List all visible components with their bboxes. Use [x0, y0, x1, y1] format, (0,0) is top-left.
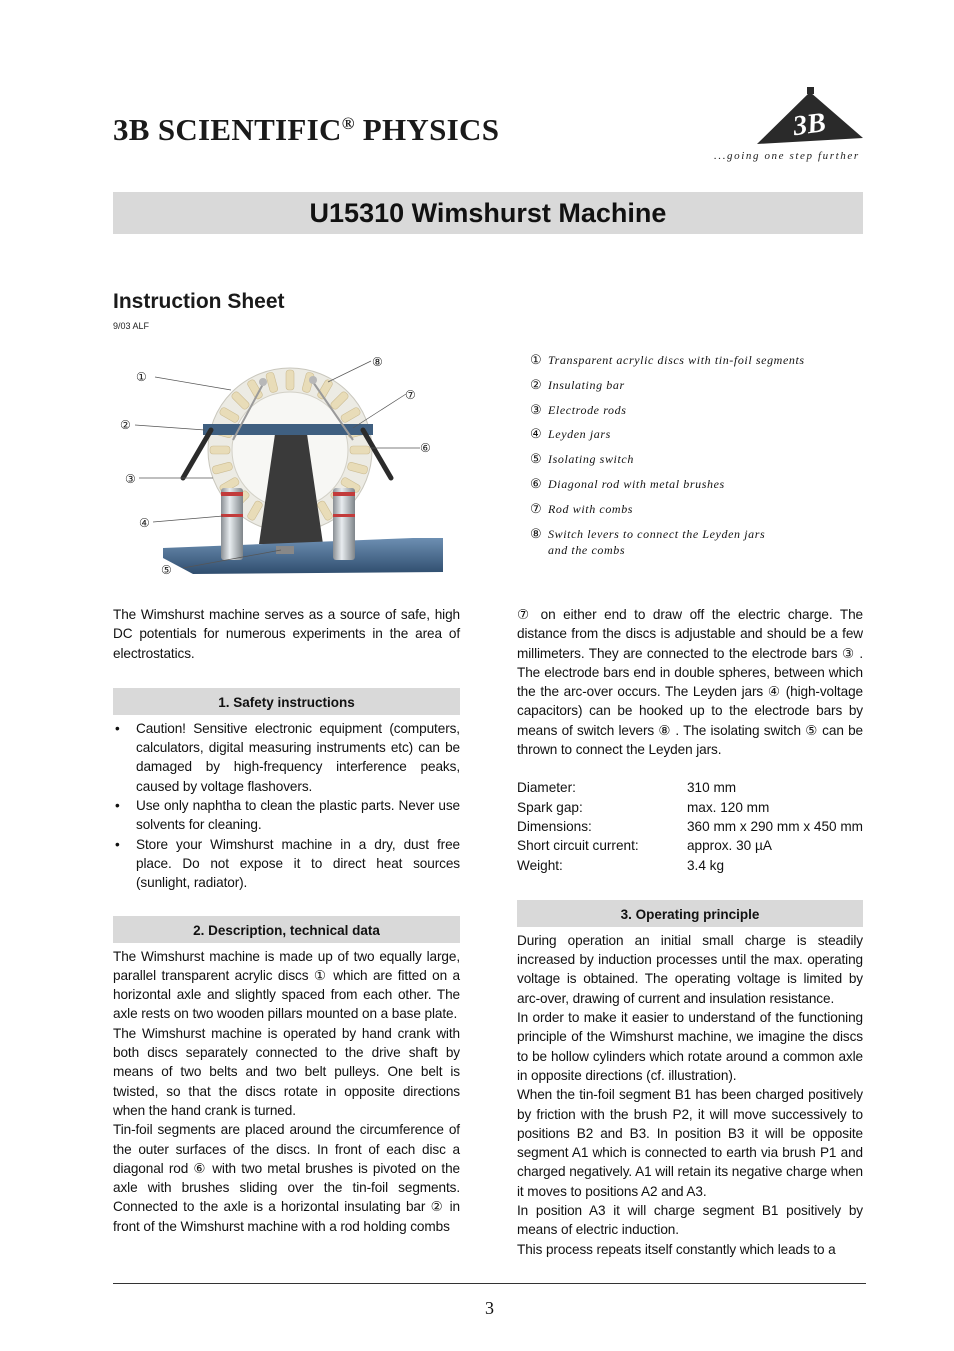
- spec-row: Short circuit current: approx. 30 µA: [517, 838, 772, 854]
- callout-8: ⑧: [372, 355, 383, 369]
- right-column: [517, 605, 863, 1259]
- legend-item: ④ Leyden jars: [530, 426, 611, 442]
- spec-row: Dimensions: 360 mm x 290 mm x 450 mm: [517, 818, 863, 834]
- wimshurst-machine-photo: [113, 348, 463, 588]
- legend-item: ⑧ Switch levers to connect the Leyden jars and the combs: [530, 525, 766, 557]
- safety-item: • Store your Wimshurst machine in a dry, dust free place. Do not expose it to direct heat sources (sunlight, radiator).: [113, 835, 460, 893]
- parts-legend: [530, 352, 860, 566]
- section-heading-safety: 1. Safety instructions: [113, 688, 460, 715]
- registered-mark: ®: [341, 114, 355, 133]
- description-paragraph: The Wimshurst machine is made up of two equally large, parallel transparent acrylic discs ① which are fitted on a horizontal axle and slightly spaced from each other. The axle rests on two wooden pillars mounted on a base plate.: [113, 948, 460, 1022]
- operating-paragraph: In position A3 it will charge segment B1 positively by means of electric induction.: [517, 1203, 863, 1238]
- tin-foil-segment: [210, 446, 230, 454]
- section-heading-operating: 3. Operating principle: [517, 900, 863, 927]
- spec-row: Weight: 3.4 kg: [517, 857, 725, 873]
- leyden-jar-right: [333, 488, 355, 560]
- legend-item: ② Insulating bar: [530, 376, 625, 392]
- tin-foil-segment: [286, 370, 294, 390]
- svg-text:3B: 3B: [791, 106, 828, 143]
- legend-item: ③ Electrode rods: [530, 401, 627, 417]
- spec-row: Spark gap: max. 120 mm: [517, 799, 770, 815]
- intro-paragraph: The Wimshurst machine serves as a source of safe, high DC potentials for numerous experiments in the area of electrostatics.: [113, 607, 460, 661]
- legend-item: ⑤ Isolating switch: [530, 451, 634, 467]
- brand-title: 3B SCIENTIFIC® PHYSICS: [113, 112, 500, 147]
- tagline: ...going one step further: [714, 150, 860, 162]
- document-code: 9/03 ALF: [113, 321, 150, 331]
- safety-item: • Caution! Sensitive electronic equipment (computers, calculators, digital measuring instruments etc) can be damaged by high-frequency interference peaks, caused by voltage flashovers.: [113, 719, 460, 796]
- footer-rule: [113, 1283, 866, 1284]
- operating-paragraph: During operation an initial small charge is steadily increased by induction processes until the max. operating voltage is obtained. The operating voltage is limited by arc-over, drawing of current and insulation resistance.: [517, 932, 863, 1006]
- sphere-left: [259, 378, 267, 386]
- callout-6: ⑥: [420, 441, 431, 455]
- description-continuation: ⑦ on either end to draw off the electric charge. The distance from the discs is adjustable and should be a few millimeters. They are connected to the electrode bars ③ . The electrode bars end in double spheres, between which the the arc-over occurs. The Leyden jars ④ (high-voltage capacitors) can be hooked up to the electrode bars by means of switch levers ⑧ . The isolating switch ⑤ can be thrown to connect the Leyden jars.: [517, 607, 863, 758]
- tin-foil-segment: [350, 446, 370, 454]
- callout-1: ①: [136, 370, 147, 384]
- technical-data-table: [517, 778, 863, 874]
- electrode-rod-left: [183, 430, 211, 478]
- section-heading-description: 2. Description, technical data: [113, 916, 460, 943]
- sphere-right: [309, 376, 317, 384]
- safety-item: • Use only naphtha to clean the plastic parts. Never use solvents for cleaning.: [113, 796, 460, 835]
- instruction-sheet-heading: Instruction Sheet: [113, 290, 285, 313]
- legend-item: ⑥ Diagonal rod with metal brushes: [530, 475, 725, 491]
- operating-paragraph: This process repeats itself constantly which leads to a: [517, 1241, 836, 1257]
- legend-item: ⑦ Rod with combs: [530, 500, 634, 516]
- left-column: [113, 605, 460, 1236]
- spec-row: Diameter: 310 mm: [517, 780, 737, 796]
- callout-4: ④: [139, 516, 150, 530]
- callout-7: ⑦: [405, 388, 416, 402]
- document-title: U15310 Wimshurst Machine: [309, 198, 667, 228]
- legend-item: ① Transparent acrylic discs with tin-foil segments: [530, 352, 805, 367]
- leyden-jar-left: [221, 488, 243, 560]
- page-number: 3: [485, 1298, 494, 1318]
- description-paragraph: Tin-foil segments are placed around the circumference of the outer surfaces of the discs. In front of each disc a diagonal rod ⑥ with two metal brushes is pivoted on the axle with brushes sliding over the tin-foil segments. Connected to the axle is a horizontal insulating bar ② in front of the Wimshurst machine with a rod holding combs: [113, 1122, 460, 1234]
- callout-5: ⑤: [161, 563, 172, 577]
- isolating-switch: [276, 546, 294, 554]
- title-bar: [113, 192, 863, 234]
- callout-3: ③: [125, 472, 136, 486]
- description-paragraph: The Wimshurst machine is operated by hand crank with both discs separately connected to the drive shaft by means of two belts and two belt pulleys. One belt is twisted, so that the discs rotate in opposite directions when the hand crank is turned.: [113, 1025, 460, 1118]
- operating-paragraph: When the tin-foil segment B1 has been charged positively by friction with the brush P2, it will move successively to positions B2 and B3. In position B3 it will be opposite segment A1 which is connected to earth via brush P1 and charged negatively. A1 will retain its negative charge when it moves to positions A2 and A3.: [517, 1087, 863, 1199]
- callout-2: ②: [120, 418, 131, 432]
- safety-list: [113, 719, 460, 893]
- base-plate: [163, 538, 443, 574]
- operating-paragraph: In order to make it easier to understand of the functioning principle of the Wimshurst machine, we imagine the discs to be hollow cylinders which rotate around a common axle in opposite directions (cf. illustration).: [517, 1010, 863, 1083]
